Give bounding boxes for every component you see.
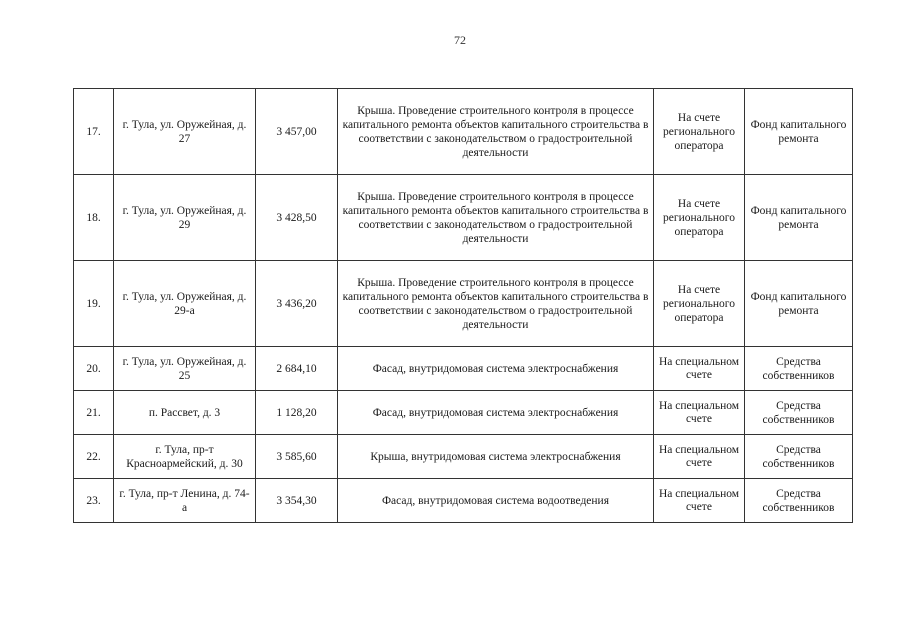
row-fund: Фонд капитального ремонта xyxy=(745,89,853,175)
row-fund: Фонд капитального ремонта xyxy=(745,261,853,347)
table-row xyxy=(74,347,853,391)
row-work-type: Крыша, внутридомовая система электроснабжения xyxy=(338,435,654,479)
row-account: На счете регионального оператора xyxy=(654,175,745,261)
row-number: 22. xyxy=(74,435,114,479)
table-row xyxy=(74,435,853,479)
table-row xyxy=(74,175,853,261)
row-address: г. Тула, ул. Оружейная, д. 29-а xyxy=(114,261,256,347)
row-fund: Фонд капитального ремонта xyxy=(745,175,853,261)
row-work-type: Фасад, внутридомовая система электроснабжения xyxy=(338,391,654,435)
row-fund: Средства собственников xyxy=(745,347,853,391)
row-area: 3 585,60 xyxy=(256,435,338,479)
row-account: На счете регионального оператора xyxy=(654,261,745,347)
row-address: г. Тула, пр-т Красноармейский, д. 30 xyxy=(114,435,256,479)
row-number: 23. xyxy=(74,479,114,523)
row-area: 3 354,30 xyxy=(256,479,338,523)
row-fund: Средства собственников xyxy=(745,479,853,523)
row-number: 17. xyxy=(74,89,114,175)
table-row xyxy=(74,391,853,435)
row-area: 2 684,10 xyxy=(256,347,338,391)
table-row xyxy=(74,261,853,347)
row-account: На специальном счете xyxy=(654,435,745,479)
row-number: 20. xyxy=(74,347,114,391)
row-address: г. Тула, ул. Оружейная, д. 25 xyxy=(114,347,256,391)
row-account: На специальном счете xyxy=(654,347,745,391)
repair-table xyxy=(73,88,853,523)
row-area: 3 436,20 xyxy=(256,261,338,347)
row-work-type: Фасад, внутридомовая система электроснабжения xyxy=(338,347,654,391)
row-work-type: Крыша. Проведение строительного контроля в процессе капитального ремонта объектов капитального строительства в соответствии с законодательством о градостроительной деятельности xyxy=(338,261,654,347)
row-address: г. Тула, ул. Оружейная, д. 27 xyxy=(114,89,256,175)
row-number: 21. xyxy=(74,391,114,435)
row-fund: Средства собственников xyxy=(745,391,853,435)
table-row xyxy=(74,89,853,175)
row-number: 18. xyxy=(74,175,114,261)
row-area: 3 428,50 xyxy=(256,175,338,261)
page-number: 72 xyxy=(454,33,466,47)
row-account: На специальном счете xyxy=(654,391,745,435)
row-area: 3 457,00 xyxy=(256,89,338,175)
row-account: На специальном счете xyxy=(654,479,745,523)
row-account: На счете регионального оператора xyxy=(654,89,745,175)
row-fund: Средства собственников xyxy=(745,435,853,479)
row-work-type: Крыша. Проведение строительного контроля в процессе капитального ремонта объектов капитального строительства в соответствии с законодательством о градостроительной деятельности xyxy=(338,175,654,261)
row-work-type: Фасад, внутридомовая система водоотведения xyxy=(338,479,654,523)
row-address: п. Рассвет, д. 3 xyxy=(114,391,256,435)
row-address: г. Тула, пр-т Ленина, д. 74-а xyxy=(114,479,256,523)
table-row xyxy=(74,479,853,523)
row-area: 1 128,20 xyxy=(256,391,338,435)
row-address: г. Тула, ул. Оружейная, д. 29 xyxy=(114,175,256,261)
row-number: 19. xyxy=(74,261,114,347)
row-work-type: Крыша. Проведение строительного контроля в процессе капитального ремонта объектов капитального строительства в соответствии с законодательством о градостроительной деятельности xyxy=(338,89,654,175)
